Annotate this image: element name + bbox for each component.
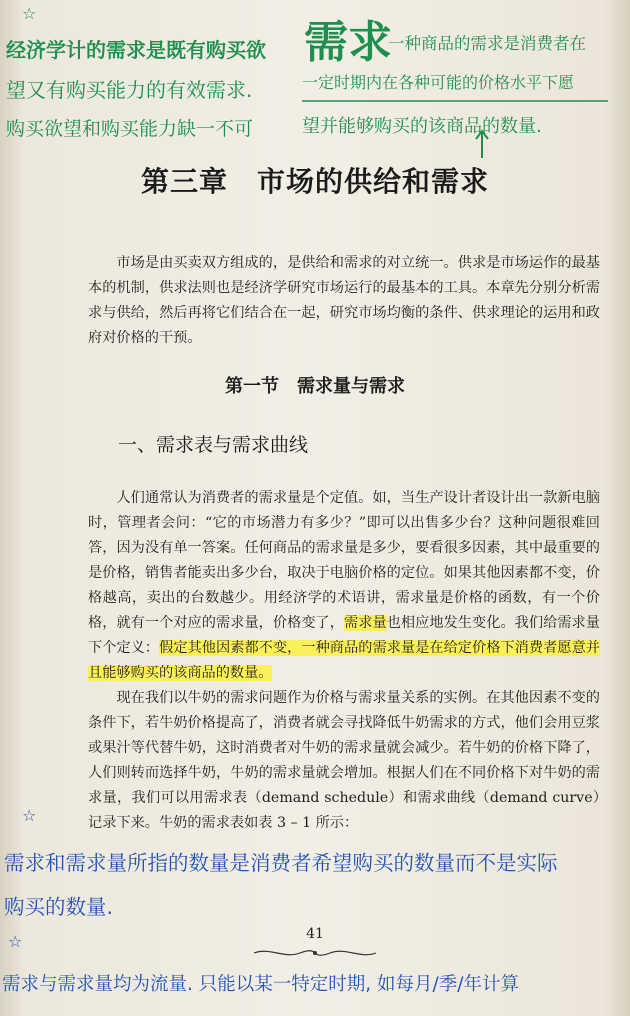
note-top-left-line-3: 购买欲望和购买能力缺一不可	[6, 118, 254, 140]
note-top-right-line-3: 望并能够购买的该商品的数量.	[302, 116, 542, 137]
note-big-word: 需求	[304, 17, 392, 68]
highlight-definition: 假定其他因素都不变，一种商品的需求量是在给定价格下消费者愿意并且能够购买的该商品的数量。	[88, 640, 600, 681]
note-top-left-line-2: 望又有购买能力的有效需求.	[6, 78, 253, 102]
subsection-title: 一、需求表与需求曲线	[118, 434, 309, 456]
star-mark-icon: ☆	[22, 806, 37, 825]
page-ornament	[250, 946, 380, 960]
note-bottom-line-2: 购买的数量.	[4, 895, 114, 919]
page-number: 41	[306, 926, 324, 942]
body-text: 也相应地发生变化。我们给需求量下个定义：	[88, 615, 600, 656]
up-arrow-icon	[472, 128, 492, 160]
note-top-left-line-1: 经济学计的需求是既有购买欲	[6, 38, 266, 62]
note-top-right-line-1: 一种商品的需求是消费者在	[388, 34, 586, 53]
note-bottom-line-1: 需求和需求量所指的数量是消费者希望购买的数量而不是实际	[4, 851, 558, 875]
note-top-right-line-2: 一定时期内在各种可能的价格水平下愿	[302, 73, 575, 92]
underline-mark	[300, 98, 610, 104]
highlight-term: 需求量	[344, 615, 387, 631]
chapter-title: 第三章 市场的供给和需求	[140, 165, 489, 198]
note-footer-line: 需求与需求量均为流量. 只能以某一特定时期, 如每月/季/年计算	[2, 974, 519, 995]
body-text: 人们通常认为消费者的需求量是个定值。如，当生产设计者设计出一款新电脑时，管理者会问：“它的市场潜力有多少？”即可以出售多少台？这种问题很难回答，因为没有单一答案。任何商品的需求量是多少，要看很多因素，其中最重要的是价格，销售者能卖出多少台，取决于电脑价格的定位。如果其他因素都不变，价格越高，卖出的台数越少。用经济学的术语讲，需求量是价格的函数，有一个价格，就有一个对应的需求量，价格变了，	[88, 490, 600, 631]
intro-paragraph: 市场是由买卖双方组成的，是供给和需求的对立统一。供求是市场运作的最基本的机制，供求法则也是经济学研究市场运行的最基本的工具。本章先分别分析需求与供给，然后再将它们结合在一起，研究市场均衡的条件、供求理论的运用和政府对价格的干预。	[88, 255, 600, 346]
star-mark-icon: ☆	[8, 932, 23, 951]
section-title: 第一节 需求量与需求	[225, 376, 405, 397]
body-paragraph-1	[88, 486, 600, 686]
body-paragraph-2: 现在我们以牛奶的需求问题作为价格与需求量关系的实例。在其他因素不变的条件下，若牛奶价格提高了，消费者就会寻找降低牛奶需求的方式，他们会用豆浆或果汁等代替牛奶，这时消费者对牛奶的需求量就会减少。若牛奶的价格下降了，人们则转而选择牛奶，牛奶的需求量就会增加。根据人们在不同价格下对牛奶的需求量，我们可以用需求表（demand schedule）和需求曲线（demand curve）记录下来。牛奶的需求表如表 3 – 1 所示：	[88, 690, 600, 831]
star-mark-icon: ☆	[22, 4, 37, 23]
